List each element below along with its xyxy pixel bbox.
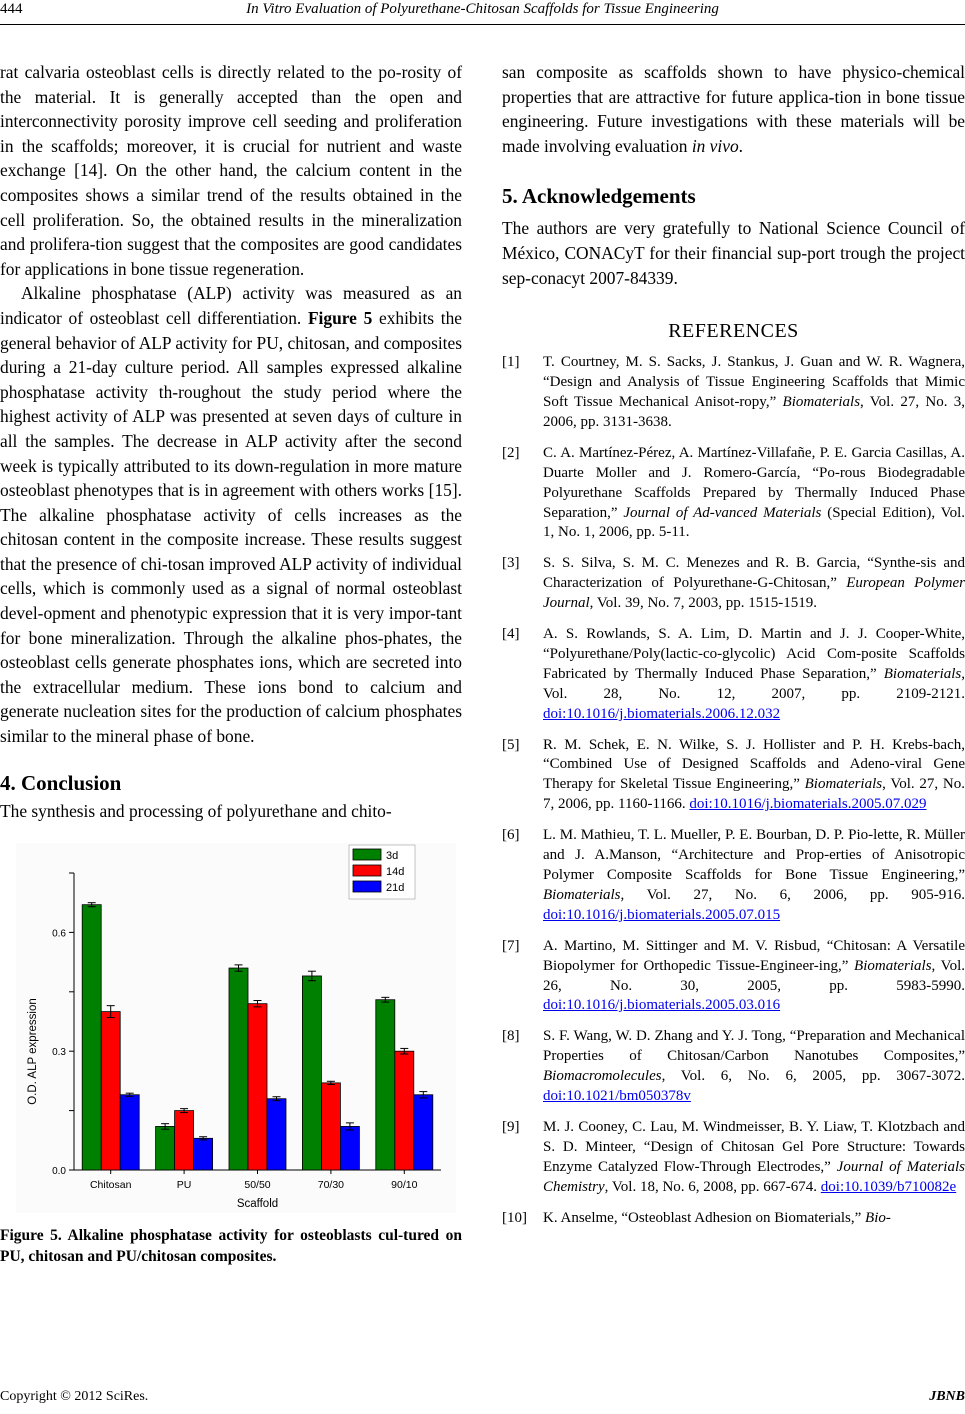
running-title-italic: In Vitro xyxy=(246,1,292,17)
reference-item xyxy=(502,1118,965,1198)
reference-item xyxy=(502,554,965,614)
acknowledgements-text: The authors are very gratefully to National Science Council of México, CONACyT for their financial sup-port trough the project sep-conacyt 2007-84339. xyxy=(502,218,965,288)
reference-text: C. A. Martínez-Pérez, A. Martínez-Villafañe, P. E. Garcia Casillas, A. Duarte Moller and J. Romero-García, “Po-rous Biodegradable Polyurethane Scaffolds Prepared by Thermally Induced Phase Separation,” xyxy=(543,444,965,521)
reference-text: M. J. Cooney, C. Lau, M. Windmeisser, B. Y. Liaw, T. Klotzbach and S. D. Minteer, “Design of Chitosan Gel Pore Structure: Towards Enzyme Catalyzed Flow-Through Electrodes,” xyxy=(543,1118,965,1175)
figure-5-reference: Figure 5 xyxy=(307,307,373,328)
running-title xyxy=(0,1,965,18)
reference-doi-link[interactable]: doi:10.1021/bm050378v xyxy=(543,1088,691,1105)
reference-journal: European Polymer Journal xyxy=(543,575,965,612)
bar-21d-50/50 xyxy=(267,1099,286,1170)
reference-number: [10] xyxy=(502,1209,527,1226)
left-column xyxy=(0,60,462,1267)
reference-item xyxy=(502,826,965,926)
bar-21d-PU xyxy=(194,1139,213,1171)
acknowledgements-heading: 5. Acknowledgements xyxy=(502,184,696,209)
copyright-notice: Copyright © 2012 SciRes. xyxy=(0,1389,149,1404)
reference-journal: Biomaterials xyxy=(543,886,621,903)
reference-details: , Vol. 27, No. 7, 2006, pp. 1160-1166. xyxy=(543,776,965,813)
reference-details: , Vol. 28, No. 12, 2007, pp. 2109-2121. xyxy=(543,665,965,702)
x-tick-label: PU xyxy=(176,1179,192,1192)
reference-text: A. Martino, M. Sittinger and M. V. Risbud, “Chitosan: A Versatile Biopolymer for Orthopedic Tissue-Engineer-ing,” xyxy=(543,937,965,974)
legend-swatch-3d xyxy=(353,849,381,860)
reference-number: [9] xyxy=(502,1118,520,1135)
reference-journal: Biomaterials xyxy=(854,957,932,974)
reference-journal: Biomaterials xyxy=(883,665,962,682)
reference-item xyxy=(502,353,965,433)
reference-journal: Biomacromolecules xyxy=(543,1068,662,1085)
reference-item xyxy=(502,937,965,1017)
reference-text: R. M. Schek, E. N. Wilke, S. J. Hollister and P. H. Krebs-bach, “Combined Use of Designed Scaffolds and Adeno-viral Gene Therapy for Skeletal Tissue Engineering,” xyxy=(543,736,965,793)
page-number: 444 xyxy=(0,1,23,17)
conclusion-heading: 4. Conclusion xyxy=(0,770,122,795)
right-column xyxy=(502,60,965,1240)
bar-21d-90/10 xyxy=(414,1095,433,1170)
paragraph-porosity: rat calvaria osteoblast cells is directly related to the po-rosity of the material. It is generally accepted than the open and interconnectivity porosity improve cell seeding and proliferation in the scaffolds; moreover, it is crucial for nutrient and waste exchange [14]. On the other hand, the calcium content in the composites shows a similar trend of the results obtained in the cell proliferation. So, the obtained results in the mineralization and prolifera-tion suggest that the composites are good candidates for applications in bone tissue regeneration. xyxy=(0,62,462,279)
reference-item xyxy=(502,1209,965,1229)
reference-number: [8] xyxy=(502,1028,520,1045)
conclusion-cont-italic: in vivo xyxy=(691,135,739,156)
reference-item xyxy=(502,1027,965,1107)
bar-21d-70/30 xyxy=(340,1127,359,1171)
x-tick-label: 50/50 xyxy=(244,1179,271,1192)
figure-caption: Figure 5. Alkaline phosphatase activity for osteoblasts cul-tured on PU, chitosan and PU/chitosan composites. xyxy=(0,1227,462,1266)
y-tick-label: 0.3 xyxy=(52,1047,66,1059)
reference-text: S. F. Wang, W. D. Zhang and Y. J. Tong, “Preparation and Mechanical Properties of Chitosan/Carbon Nanotubes Composites,” xyxy=(543,1028,965,1065)
reference-details: , Vol. 6, No. 6, 2005, pp. 3067-3072. xyxy=(661,1068,965,1085)
reference-number: [6] xyxy=(502,827,520,844)
reference-doi-link[interactable]: doi:10.1016/j.biomaterials.2006.12.032 xyxy=(543,705,781,722)
bar-14d-50/50 xyxy=(248,1004,267,1170)
reference-details: , Vol. 27, No. 6, 2006, pp. 905-916. xyxy=(620,886,965,903)
page-header xyxy=(0,0,965,24)
bar-14d-90/10 xyxy=(395,1051,414,1170)
legend-swatch-14d xyxy=(353,865,381,876)
reference-number: [7] xyxy=(502,937,520,954)
reference-text: T. Courtney, M. S. Sacks, J. Stankus, J. Guan and W. R. Wagnera, “Design and Analysis of Tissue Engineering Scaffolds that Mimic Soft Tissue Mechanical Anisot-ropy,” xyxy=(543,354,965,410)
reference-text: L. M. Mathieu, T. L. Mueller, P. E. Bourban, D. P. Pio-lette, R. Müller and J. A.Manson, “Architecture and Prop-erties of Anisotropic Polymer Composite Scaffolds for Bone Tissue Engineering,” xyxy=(543,827,965,883)
x-tick-label: 70/30 xyxy=(317,1179,345,1192)
journal-abbrev: JBNB xyxy=(929,1389,965,1404)
y-tick-label: 0.6 xyxy=(52,928,66,940)
reference-item xyxy=(502,736,965,816)
legend-label: 14d xyxy=(386,866,405,879)
reference-text: S. S. Silva, S. M. C. Menezes and R. B. Garcia, “Synthe-sis and Characterization of Polyurethane-G-Chitosan,” xyxy=(543,555,965,592)
bar-3d-90/10 xyxy=(376,1000,395,1170)
x-axis-label: Scaffold xyxy=(236,1198,279,1211)
reference-journal: Biomaterials xyxy=(804,776,883,793)
reference-journal: Journal of Materials Chemistry xyxy=(543,1158,965,1195)
conclusion-text: The synthesis and processing of polyurethane and chito- xyxy=(0,800,392,821)
x-tick-label: 90/10 xyxy=(391,1179,418,1192)
bar-3d-Chitosan xyxy=(82,905,101,1170)
reference-journal: Bio- xyxy=(865,1209,891,1226)
reference-doi-link[interactable]: doi:10.1016/j.biomaterials.2005.07.015 xyxy=(543,906,781,923)
y-axis-label: O.D. ALP expression xyxy=(27,998,39,1105)
reference-details: (Special Edition), Vol. 1, No. 1, 2006, pp. 5-11. xyxy=(543,504,965,541)
bar-3d-70/30 xyxy=(302,976,321,1170)
running-title-text: Evaluation of Polyurethane-Chitosan Scaffolds for Tissue Engineering xyxy=(291,1,719,17)
reference-doi-link[interactable]: doi:10.1016/j.biomaterials.2005.07.029 xyxy=(689,796,927,813)
reference-doi-link[interactable]: doi:10.1039/b710082e xyxy=(820,1178,957,1195)
reference-list xyxy=(502,353,965,1228)
reference-text: K. Anselme, “Osteoblast Adhesion on Biomaterials,” xyxy=(543,1209,866,1226)
reference-number: [1] xyxy=(502,354,520,371)
conclusion-cont-a: san composite as scaffolds shown to have physico-chemical properties that are attractive for future applica-tion in bone tissue engineering. Future investigations with these materials will be made involving evaluation xyxy=(502,62,965,156)
header-rule xyxy=(0,24,965,25)
reference-details: , Vol. 27, No. 3, 2006, pp. 3131-3638. xyxy=(543,393,965,430)
bar-3d-PU xyxy=(156,1127,175,1171)
bar-21d-Chitosan xyxy=(120,1095,139,1170)
reference-journal: Journal of Ad-vanced Materials xyxy=(623,504,822,521)
paragraph-alp-b: exhibits the general behavior of ALP activity for PU, chitosan, and composites during a 21-day culture period. All samples expressed alkaline phosphatase activity th-roughout the study period where the highest activity of ALP was presented at seven days of culture in all the samples. The decrease in ALP activity after the second week is typically attributed to its down-regulation in more mature osteoblast phenotypes that is in agreement with others works [15]. The alkaline phosphatase activity of cells increases as the chitosan content in the composite increase. These results suggest that the presence of chi-tosan improved ALP activity of individual cells, which is commonly used as a signal of normal osteoblast devel-opment and phenotypic expression that it is very impor-tant for bone mineralization. Through the alkaline phos-phates, the osteoblast cells generate phosphates ions, which are secreted into the extracellular medium. These ions bond to calcium and generate nucleation sites for the production of calcium phosphates similar to the mineral phase of bone. xyxy=(0,307,462,747)
reference-item xyxy=(502,625,965,725)
bar-14d-Chitosan xyxy=(101,1012,120,1170)
reference-item xyxy=(502,444,965,544)
conclusion-continued xyxy=(502,60,965,158)
reference-number: [4] xyxy=(502,626,520,643)
legend-label: 21d xyxy=(386,882,405,895)
legend-swatch-21d xyxy=(353,881,381,892)
reference-journal: Biomaterials xyxy=(782,393,861,410)
reference-doi-link[interactable]: doi:10.1016/j.biomaterials.2005.03.016 xyxy=(543,997,781,1014)
conclusion-cont-b: . xyxy=(738,135,744,156)
reference-number: [3] xyxy=(502,555,520,572)
x-tick-label: Chitosan xyxy=(89,1179,132,1192)
y-tick-label: 0.0 xyxy=(52,1166,66,1178)
paragraph-alp-a: Alkaline phosphatase (ALP) activity was measured as an indicator of osteoblast cell differentiation. xyxy=(0,283,462,328)
legend-label: 3d xyxy=(386,850,399,863)
reference-text: A. S. Rowlands, S. A. Lim, D. Martin and J. J. Cooper-White, “Polyurethane/Poly(lactic-co-glycolic) Acid Com-posite Scaffolds Fabricated by Thermally Induced Phase Separation,” xyxy=(543,626,965,682)
paragraph-alp xyxy=(0,281,462,748)
reference-number: [5] xyxy=(502,736,520,753)
bar-14d-PU xyxy=(175,1111,194,1170)
alp-bar-chart xyxy=(16,843,456,1213)
bar-14d-70/30 xyxy=(321,1083,340,1170)
reference-details: , Vol. 26, No. 30, 2005, pp. 5983-5990. xyxy=(543,957,965,994)
bar-3d-50/50 xyxy=(229,968,248,1170)
reference-details: , Vol. 39, No. 7, 2003, pp. 1515-1519. xyxy=(589,595,818,612)
reference-details: , Vol. 18, No. 6, 2008, pp. 667-674. xyxy=(604,1178,821,1195)
figure-5 xyxy=(16,843,456,1213)
references-heading: REFERENCES xyxy=(668,320,799,343)
reference-number: [2] xyxy=(502,444,520,461)
